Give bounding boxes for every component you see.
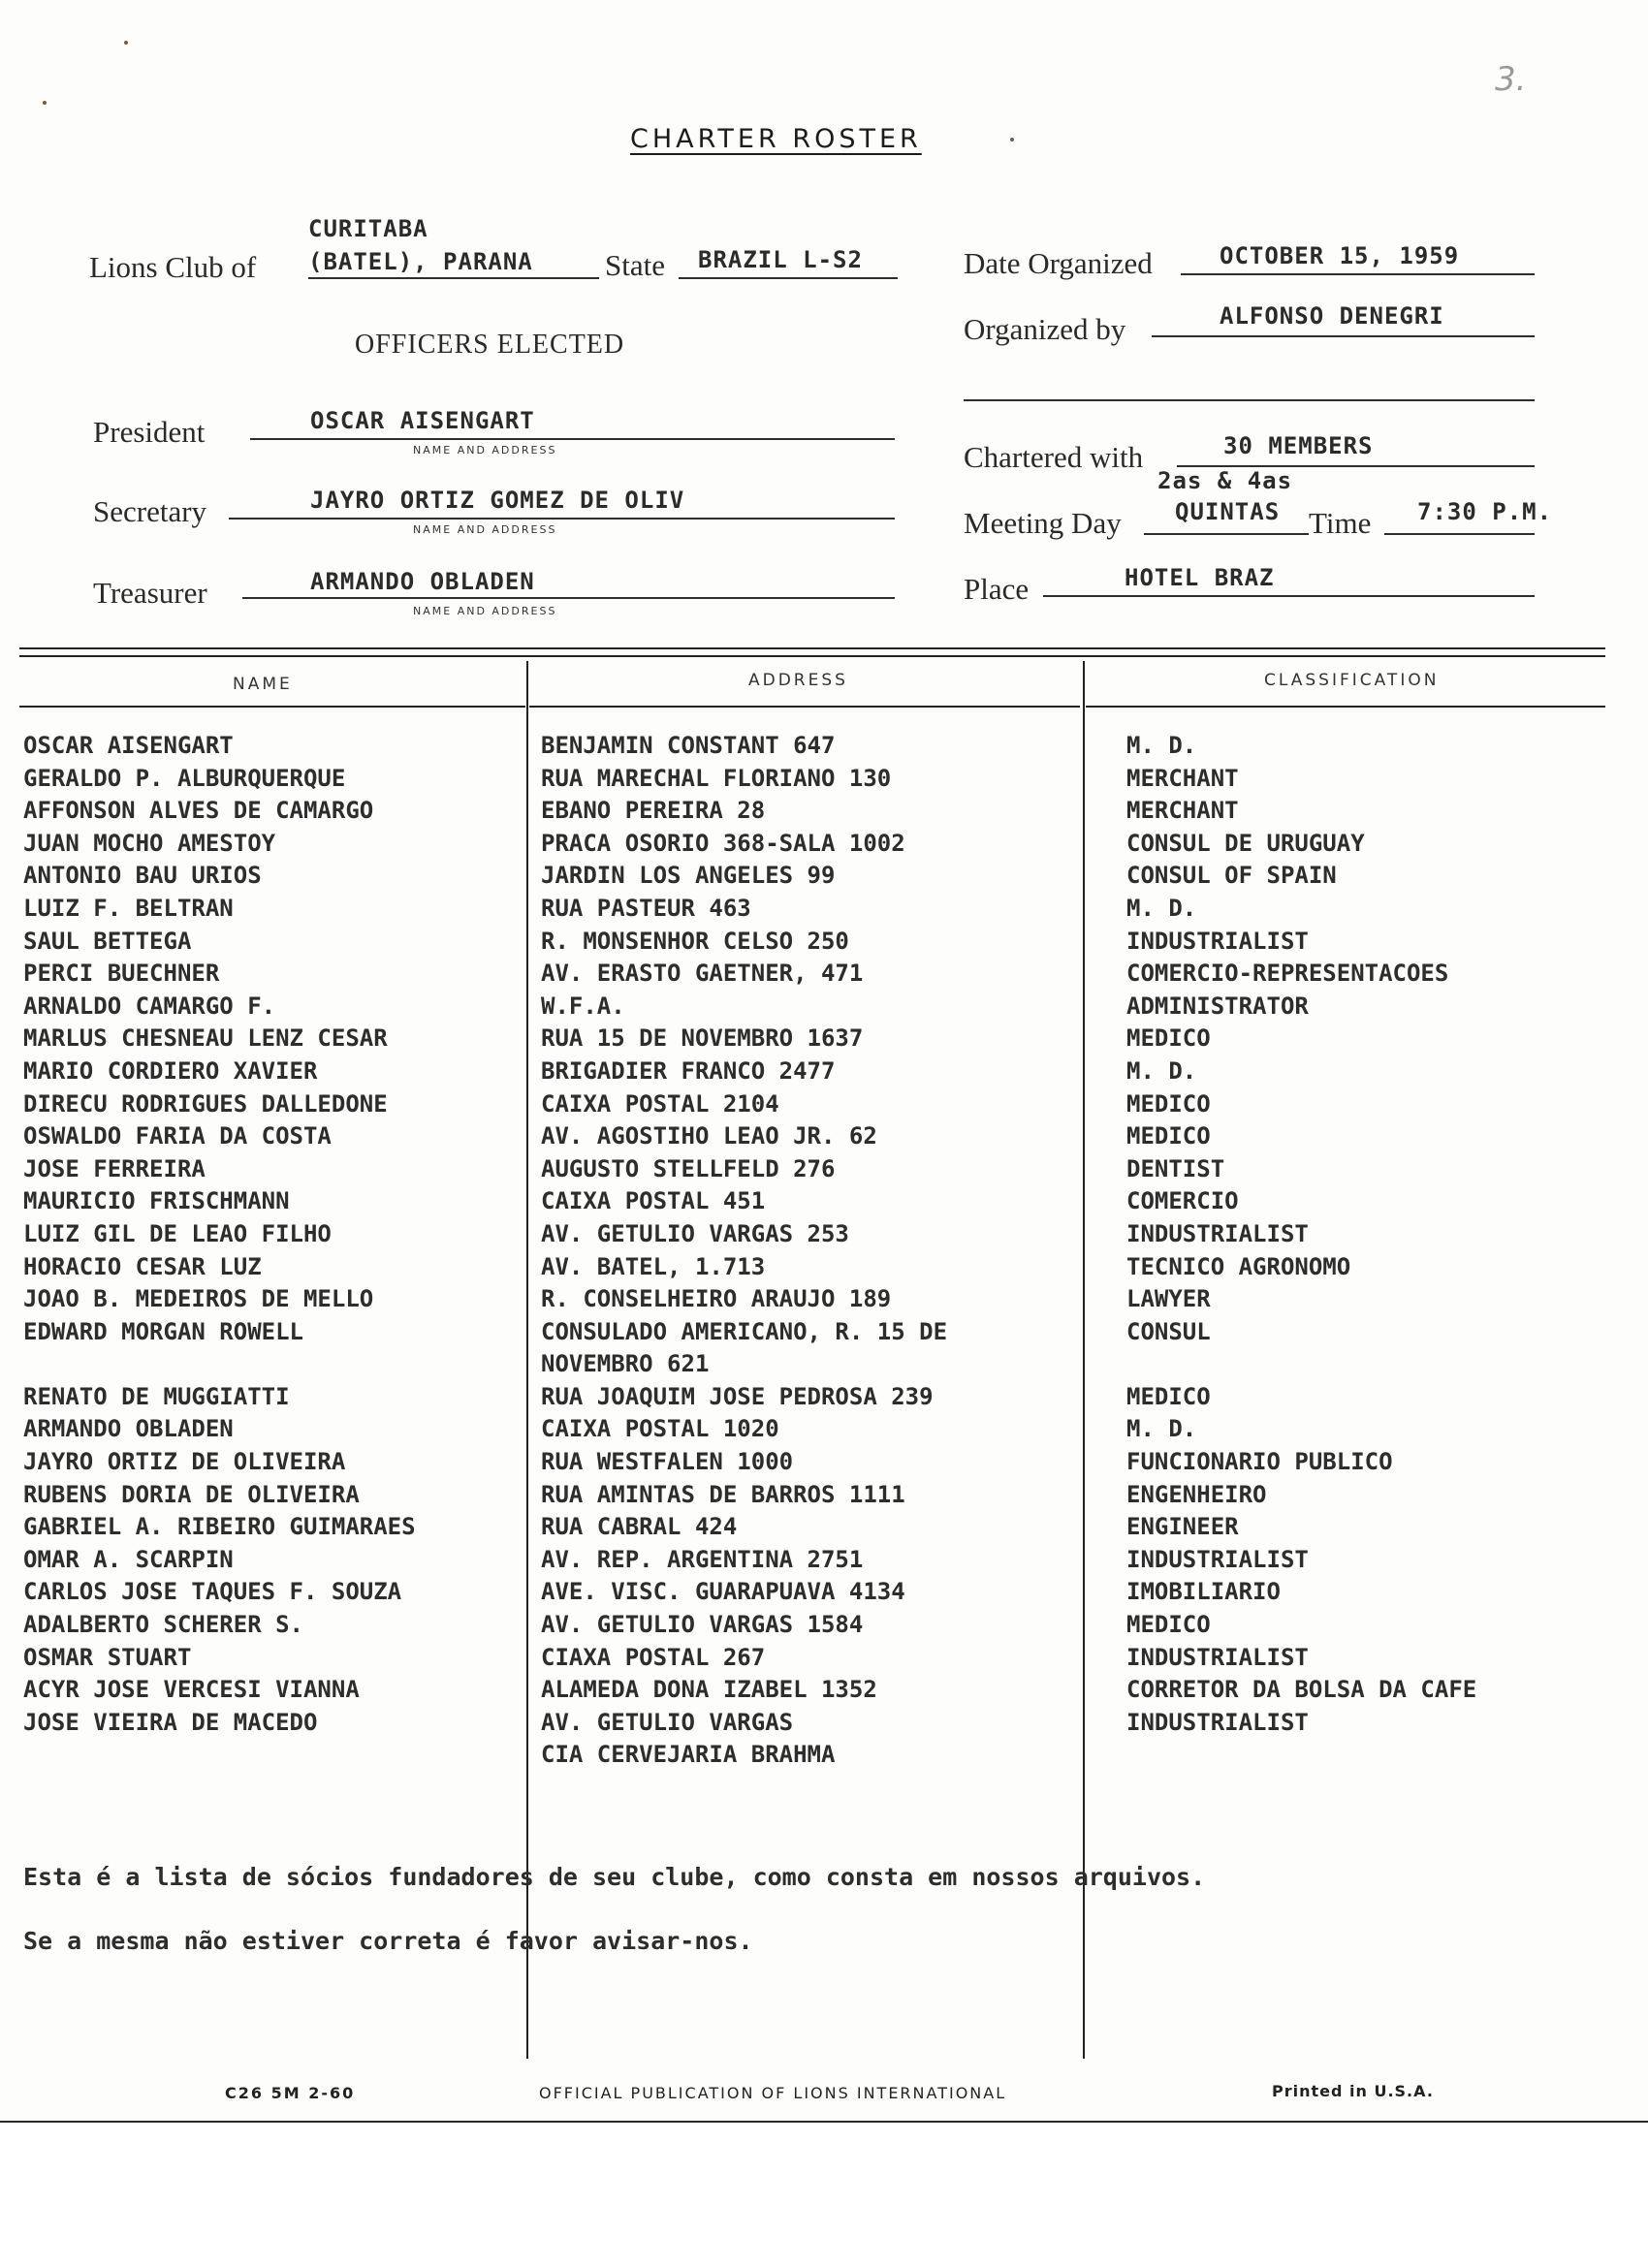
member-classification: MEDICO — [1126, 1024, 1211, 1053]
member-name: PERCI BUECHNER — [23, 960, 220, 988]
treasurer-label: Treasurer — [93, 576, 207, 610]
member-classification: MERCHANT — [1126, 797, 1239, 825]
member-address: EBANO PEREIRA 28 — [541, 797, 766, 825]
column-divider-1 — [526, 661, 528, 2059]
member-address: AV. REP. ARGENTINA 2751 — [541, 1545, 864, 1573]
organized-by-label: Organized by — [964, 312, 1126, 346]
member-address: RUA JOAQUIM JOSE PEDROSA 239 — [541, 1382, 934, 1410]
member-name: MARLUS CHESNEAU LENZ CESAR — [23, 1024, 388, 1053]
date-organized-value: OCTOBER 15, 1959 — [1220, 242, 1460, 269]
place-value: HOTEL BRAZ — [1125, 564, 1275, 591]
member-address: AVE. VISC. GUARAPUAVA 4134 — [541, 1578, 905, 1606]
member-address: RUA MARECHAL FLORIANO 130 — [541, 764, 892, 792]
member-classification: ENGINEER — [1126, 1513, 1239, 1541]
state-label: State — [605, 248, 665, 282]
member-classification: CONSUL — [1126, 1317, 1211, 1345]
secretary-value: JAYRO ORTIZ GOMEZ DE OLIV — [310, 487, 685, 514]
member-address: RUA 15 DE NOVEMBRO 1637 — [541, 1024, 864, 1053]
member-address: RUA CABRAL 424 — [541, 1513, 738, 1541]
president-note: NAME AND ADDRESS — [413, 444, 557, 457]
club-city-line2: (BATEL), PARANA — [308, 248, 533, 275]
member-classification: DENTIST — [1126, 1154, 1225, 1182]
secretary-label: Secretary — [93, 494, 207, 528]
member-address: CONSULADO AMERICANO, R. 15 DE — [541, 1317, 948, 1345]
chartered-with-value: 30 MEMBERS — [1223, 432, 1374, 459]
member-classification: MEDICO — [1126, 1611, 1211, 1639]
name-column — [23, 730, 416, 1772]
member-classification: INDUSTRIALIST — [1126, 1545, 1309, 1573]
organized-by-value: ALFONSO DENEGRI — [1220, 302, 1444, 330]
member-address: R. MONSENHOR CELSO 250 — [541, 927, 849, 955]
member-classification: TECNICO AGRONOMO — [1126, 1252, 1351, 1280]
member-address: AUGUSTO STELLFELD 276 — [541, 1154, 836, 1182]
meeting-day-label: Meeting Day — [964, 506, 1122, 540]
member-address: PRACA OSORIO 368-SALA 1002 — [541, 829, 905, 857]
member-address: CAIXA POSTAL 451 — [541, 1187, 766, 1215]
roster-note-line2: Se a mesma não estiver correta é favor avisar-nos. — [23, 1927, 753, 1955]
officers-heading: OFFICERS ELECTED — [355, 330, 625, 360]
classification-column-header: CLASSIFICATION — [1264, 671, 1440, 690]
club-city-line1: CURITABA — [308, 215, 428, 242]
time-underline — [1384, 533, 1535, 535]
secretary-note: NAME AND ADDRESS — [413, 523, 557, 536]
organized-by-underline — [1152, 335, 1535, 337]
paper-speck — [124, 41, 128, 45]
printed-in: Printed in U.S.A. — [1272, 2082, 1434, 2100]
member-address: AV. GETULIO VARGAS 253 — [541, 1219, 849, 1247]
president-value: OSCAR AISENGART — [310, 407, 535, 434]
member-address: AV. GETULIO VARGAS 1584 — [541, 1611, 864, 1639]
member-name: OSCAR AISENGART — [23, 732, 234, 759]
member-name: ADALBERTO SCHERER S. — [23, 1611, 303, 1639]
president-label: President — [93, 415, 206, 449]
state-underline — [679, 277, 898, 279]
member-classification: M. D. — [1126, 1415, 1197, 1443]
organized-by-extra-line — [964, 399, 1535, 401]
member-address: AV. AGOSTIHO LEAO JR. 62 — [541, 1122, 877, 1150]
lions-club-label: Lions Club of — [89, 250, 257, 284]
official-publication: OFFICIAL PUBLICATION OF LIONS INTERNATIONAL — [539, 2084, 1007, 2102]
member-address: RUA PASTEUR 463 — [541, 894, 751, 922]
member-classification: M. D. — [1126, 894, 1197, 922]
member-classification — [1126, 1348, 1476, 1381]
member-classification: MERCHANT — [1126, 764, 1239, 792]
member-classification — [1126, 1739, 1476, 1772]
state-value: BRAZIL L-S2 — [698, 246, 863, 273]
member-name — [23, 1739, 416, 1772]
member-classification: M. D. — [1126, 1056, 1197, 1085]
member-classification: MEDICO — [1126, 1089, 1211, 1118]
treasurer-value: ARMANDO OBLADEN — [310, 568, 535, 595]
member-name: OSMAR STUART — [23, 1643, 192, 1671]
member-address: CIA CERVEJARIA BRAHMA — [541, 1741, 836, 1769]
member-classification: MEDICO — [1126, 1382, 1211, 1410]
chartered-with-label: Chartered with — [964, 440, 1144, 474]
member-name: LUIZ GIL DE LEAO FILHO — [23, 1219, 332, 1247]
member-name: AFFONSON ALVES DE CAMARGO — [23, 797, 374, 825]
date-organized-label: Date Organized — [964, 246, 1153, 280]
member-classification: ADMINISTRATOR — [1126, 992, 1309, 1020]
treasurer-underline — [242, 597, 895, 599]
member-address: AV. BATEL, 1.713 — [541, 1252, 766, 1280]
member-name: OMAR A. SCARPIN — [23, 1545, 234, 1573]
member-name: ACYR JOSE VERCESI VIANNA — [23, 1676, 360, 1704]
member-address: CAIXA POSTAL 2104 — [541, 1089, 779, 1118]
member-name: RENATO DE MUGGIATTI — [23, 1382, 290, 1410]
address-column — [541, 730, 947, 1772]
member-classification: CONSUL DE URUGUAY — [1126, 829, 1365, 857]
classification-column — [1126, 730, 1476, 1772]
address-header-rule — [529, 706, 1080, 708]
classification-header-rule — [1086, 706, 1605, 708]
secretary-underline — [229, 518, 895, 520]
member-name: SAUL BETTEGA — [23, 927, 192, 955]
member-name — [23, 1348, 416, 1381]
member-name: JOAO B. MEDEIROS DE MELLO — [23, 1285, 374, 1313]
place-label: Place — [964, 572, 1030, 606]
address-column-header: ADDRESS — [748, 671, 848, 690]
member-name: MAURICIO FRISCHMANN — [23, 1187, 290, 1215]
table-top-rule-2 — [19, 655, 1605, 657]
member-address: RUA AMINTAS DE BARROS 1111 — [541, 1480, 905, 1508]
member-classification: IMOBILIARIO — [1126, 1578, 1281, 1606]
president-underline — [250, 438, 895, 440]
member-classification: CORRETOR DA BOLSA DA CAFE — [1126, 1676, 1477, 1704]
member-address: BRIGADIER FRANCO 2477 — [541, 1056, 836, 1085]
member-classification: FUNCIONARIO PUBLICO — [1126, 1448, 1393, 1476]
roster-note-line1: Esta é a lista de sócios fundadores de seu clube, como consta em nossos arquivos. — [23, 1863, 1206, 1891]
member-name: HORACIO CESAR LUZ — [23, 1252, 262, 1280]
member-name: GERALDO P. ALBURQUERQUE — [23, 764, 346, 792]
paper-speck — [43, 101, 47, 105]
member-address: ALAMEDA DONA IZABEL 1352 — [541, 1676, 877, 1704]
member-address: AV. ERASTO GAETNER, 471 — [541, 960, 864, 988]
member-name: CARLOS JOSE TAQUES F. SOUZA — [23, 1578, 402, 1606]
member-classification: COMERCIO — [1126, 1187, 1239, 1215]
member-name: GABRIEL A. RIBEIRO GUIMARAES — [23, 1513, 416, 1541]
member-classification: INDUSTRIALIST — [1126, 927, 1309, 955]
scan-margin — [0, 2121, 1648, 2268]
member-name: JOSE VIEIRA DE MACEDO — [23, 1708, 318, 1736]
club-underline — [308, 277, 599, 279]
member-classification: LAWYER — [1126, 1285, 1211, 1313]
member-name: LUIZ F. BELTRAN — [23, 894, 234, 922]
date-underline — [1181, 273, 1535, 275]
time-value: 7:30 P.M. — [1417, 498, 1553, 525]
member-name: ARNALDO CAMARGO F. — [23, 992, 276, 1020]
member-name: MARIO CORDIERO XAVIER — [23, 1056, 318, 1085]
member-address: BENJAMIN CONSTANT 647 — [541, 732, 836, 759]
time-label: Time — [1309, 506, 1372, 540]
member-classification: COMERCIO-REPRESENTACOES — [1126, 960, 1449, 988]
member-name: ARMANDO OBLADEN — [23, 1415, 234, 1443]
member-name: OSWALDO FARIA DA COSTA — [23, 1122, 332, 1150]
form-code: C26 5M 2-60 — [225, 2084, 356, 2102]
page-marker: 3. — [1495, 60, 1527, 99]
member-classification: INDUSTRIALIST — [1126, 1643, 1309, 1671]
member-address: RUA WESTFALEN 1000 — [541, 1448, 794, 1476]
name-header-rule — [19, 706, 525, 708]
meeting-day-note: 2as & 4as — [1157, 467, 1293, 494]
document-title: CHARTER ROSTER — [630, 124, 922, 154]
place-underline — [1043, 595, 1535, 597]
member-classification: ENGENHEIRO — [1126, 1480, 1267, 1508]
member-classification: INDUSTRIALIST — [1126, 1219, 1309, 1247]
paper-speck — [1010, 138, 1014, 142]
column-divider-2 — [1083, 661, 1085, 2059]
member-classification: CONSUL OF SPAIN — [1126, 862, 1337, 890]
member-address: R. CONSELHEIRO ARAUJO 189 — [541, 1285, 892, 1313]
member-address: JARDIN LOS ANGELES 99 — [541, 862, 836, 890]
member-classification: MEDICO — [1126, 1122, 1211, 1150]
meeting-day-underline — [1144, 533, 1309, 535]
member-name: RUBENS DORIA DE OLIVEIRA — [23, 1480, 360, 1508]
member-classification: M. D. — [1126, 732, 1197, 759]
member-address: CAIXA POSTAL 1020 — [541, 1415, 779, 1443]
member-address: CIAXA POSTAL 267 — [541, 1643, 766, 1671]
member-address: AV. GETULIO VARGAS — [541, 1708, 794, 1736]
member-address: W.F.A. — [541, 992, 625, 1020]
member-name: DIRECU RODRIGUES DALLEDONE — [23, 1089, 388, 1118]
member-name: ANTONIO BAU URIOS — [23, 862, 262, 890]
member-name: EDWARD MORGAN ROWELL — [23, 1317, 303, 1345]
member-address: NOVEMBRO 621 — [541, 1350, 710, 1378]
table-top-rule — [19, 647, 1605, 649]
treasurer-note: NAME AND ADDRESS — [413, 605, 557, 617]
member-classification: INDUSTRIALIST — [1126, 1708, 1309, 1736]
member-name: JOSE FERREIRA — [23, 1154, 206, 1182]
meeting-day-value: QUINTAS — [1175, 498, 1281, 525]
member-name: JUAN MOCHO AMESTOY — [23, 829, 276, 857]
member-name: JAYRO ORTIZ DE OLIVEIRA — [23, 1448, 346, 1476]
name-column-header: NAME — [233, 675, 293, 694]
